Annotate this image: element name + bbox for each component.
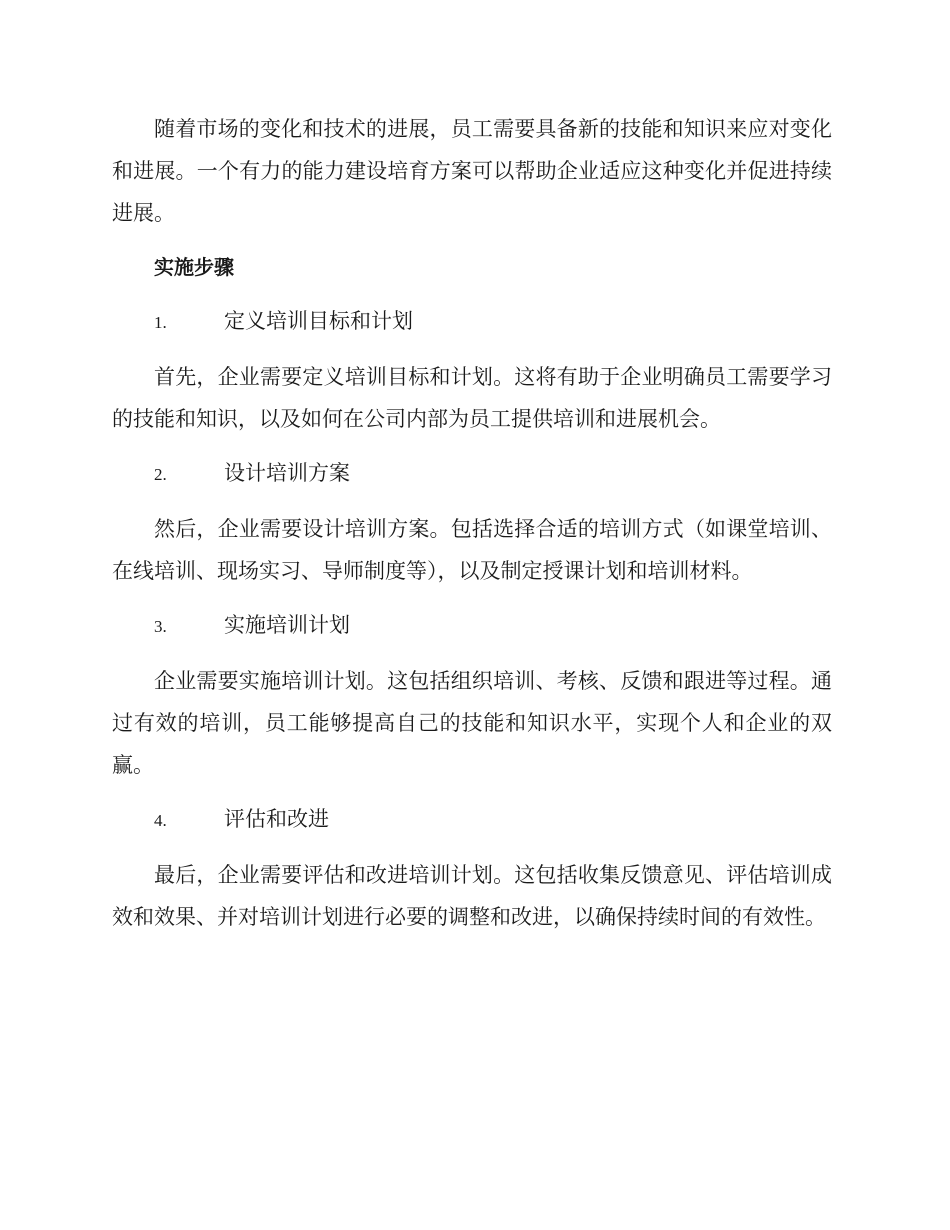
step-title: 实施培训计划	[224, 613, 350, 637]
step-body-1: 首先，企业需要定义培训目标和计划。这将有助于企业明确员工需要学习的技能和知识，以及如何在公司内部为员工提供培训和进展机会。	[112, 365, 832, 431]
document-content	[112, 108, 832, 938]
step-body-2: 然后，企业需要设计培训方案。包括选择合适的培训方式（如课堂培训、在线培训、现场实习、导师制度等），以及制定授课计划和培训材料。	[112, 517, 832, 583]
step-number: 1.	[154, 313, 167, 332]
step-title: 定义培训目标和计划	[224, 309, 413, 333]
step-heading-3	[112, 604, 832, 648]
step-title: 设计培训方案	[224, 461, 350, 485]
step-heading-2	[112, 452, 832, 496]
step-heading-1	[112, 300, 832, 344]
step-body-4: 最后，企业需要评估和改进培训计划。这包括收集反馈意见、评估培训成效和效果、并对培训计划进行必要的调整和改进，以确保持续时间的有效性。	[112, 863, 832, 929]
step-number: 4.	[154, 811, 167, 830]
step-heading-4	[112, 798, 832, 842]
step-number: 3.	[154, 617, 167, 636]
intro-paragraph: 随着市场的变化和技术的进展，员工需要具备新的技能和知识来应对变化和进展。一个有力的能力建设培育方案可以帮助企业适应这种变化并促进持续进展。	[112, 117, 832, 225]
step-number: 2.	[154, 465, 167, 484]
step-title: 评估和改进	[224, 807, 329, 831]
section-heading: 实施步骤	[154, 255, 234, 279]
step-body-3: 企业需要实施培训计划。这包括组织培训、考核、反馈和跟进等过程。通过有效的培训，员工能够提高自己的技能和知识水平，实现个人和企业的双赢。	[112, 669, 832, 777]
